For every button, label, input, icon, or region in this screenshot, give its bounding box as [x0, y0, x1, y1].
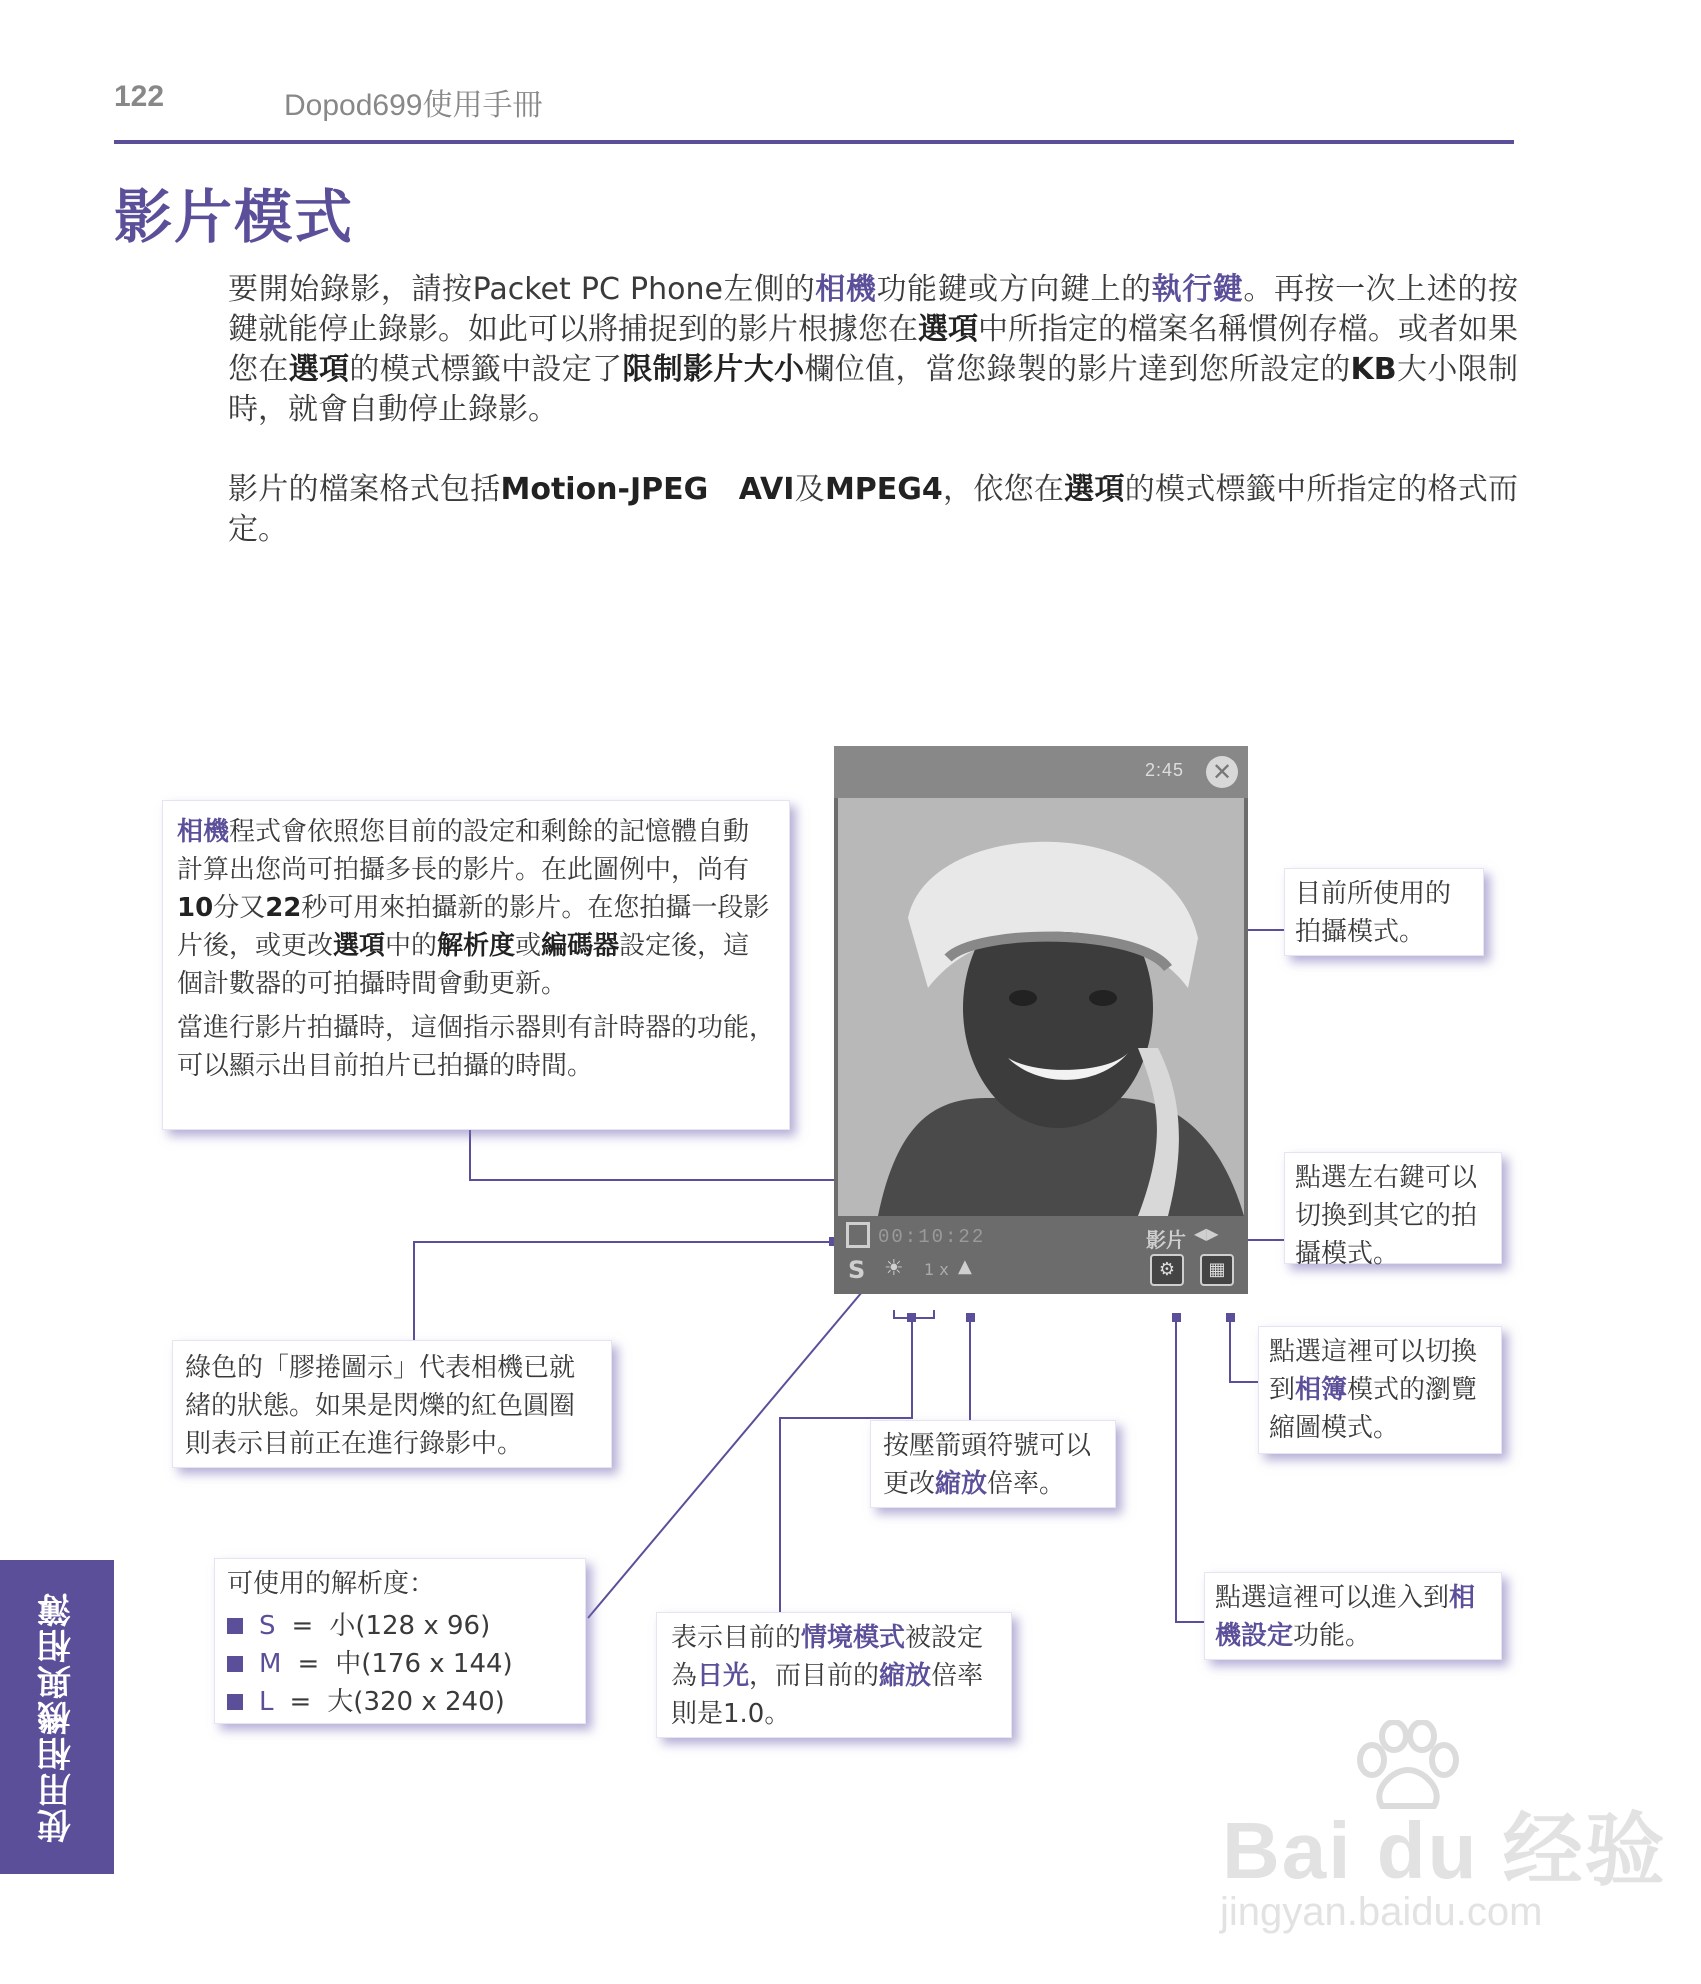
p2-mpeg: MPEG4	[824, 472, 943, 507]
callout-counter-p1	[177, 813, 775, 1003]
resolution-eq-l: =	[289, 1687, 312, 1717]
chapter-side-tab-label: 使用相機與相簿	[37, 1591, 78, 1843]
counter-resolution-term: 解析度	[437, 931, 516, 961]
book-title: Dopod699使用手冊	[284, 89, 543, 122]
album-button[interactable]: ▦	[1200, 1254, 1234, 1286]
recording-timer: 00:10:22	[878, 1226, 986, 1248]
dot-album	[1226, 1313, 1235, 1322]
callout-album	[1258, 1326, 1502, 1454]
counter-text-2: 分又	[213, 893, 266, 923]
scene-mode-icon: ▲	[958, 1256, 972, 1277]
p1-text-2: 功能鍵或方向鍵上的	[876, 272, 1152, 307]
p1-kb-term: KB	[1350, 352, 1397, 387]
resolution-value-l: 大(320 x 240)	[327, 1687, 505, 1717]
resolution-value-m: 中(176 x 144)	[335, 1649, 513, 1679]
album-text-2: 模式的瀏覽縮圖模式。	[1269, 1375, 1478, 1443]
athlete-portrait-image	[838, 798, 1244, 1216]
scene-zoom-term: 縮放	[879, 1661, 932, 1691]
bullet-square-icon	[227, 1618, 243, 1634]
resolution-eq-s: =	[291, 1611, 314, 1641]
scene-text-3: ，而目前的	[749, 1661, 880, 1691]
p1-text-1: 要開始錄影，請按Packet PC Phone左側的	[228, 272, 816, 307]
counter-text-3: 秒可用來拍攝新的影片。在您拍攝一段影片後，或更改	[177, 893, 770, 961]
settings-text-2: 功能。	[1293, 1621, 1372, 1651]
callout-scene	[656, 1612, 1012, 1738]
settings-text-1: 點選這裡可以進入到	[1215, 1583, 1450, 1613]
counter-camera-term: 相機	[177, 817, 230, 847]
resolution-letter-m: M	[259, 1649, 282, 1679]
callout-settings	[1204, 1572, 1502, 1660]
album-term: 相簿	[1295, 1375, 1348, 1405]
resolution-title: 可使用的解析度：	[227, 1569, 436, 1599]
scene-text-2: 被設定為	[671, 1623, 984, 1691]
counter-minutes: 10	[177, 893, 214, 923]
p1-limit-term: 限制影片大小	[622, 352, 805, 387]
daylight-term: 日光	[697, 1661, 750, 1691]
phone-screen	[834, 746, 1248, 1294]
p2-text-4: 的模式標籤中所指定的格式而定。	[228, 472, 1519, 547]
resolution-item-s	[227, 1607, 573, 1645]
dot-settings	[1172, 1313, 1181, 1322]
p1-text-4: 中所指定的檔案名稱慣例存檔。或者如果您在	[228, 312, 1518, 387]
p1-options-term-2: 選項	[288, 352, 350, 387]
resolution-item-m	[227, 1645, 573, 1683]
p2-options-term: 選項	[1064, 472, 1125, 507]
clock: 2:45	[1144, 760, 1184, 780]
p1-exec-key-term: 執行鍵	[1151, 272, 1244, 307]
album-text-1: 點選這裡可以切換到	[1269, 1337, 1478, 1405]
p1-text-3: 。再按一次上述的按鍵就能停止錄影。如此可以將捕捉到的影片根據您在	[228, 272, 1518, 347]
counter-text-6: 設定後，這個計數器的可拍攝時間會動更新。	[177, 931, 750, 999]
scene-term: 情境模式	[801, 1623, 906, 1653]
zoom-text-2: 倍率。	[987, 1469, 1066, 1499]
callout-resolution	[214, 1558, 586, 1724]
watermark-url: jingyan.baidu.com	[1220, 1890, 1543, 1934]
settings-term: 相機設定	[1215, 1583, 1476, 1651]
p2-text-1: 影片的檔案格式包括	[228, 472, 501, 507]
p2-formats: Motion-JPEG AVI	[500, 472, 795, 507]
watermark-logo-text: Bai du 经验	[1222, 1806, 1667, 1895]
zoom-text-1: 按壓箭頭符號可以更改	[883, 1431, 1092, 1499]
close-button[interactable]: ✕	[1206, 756, 1238, 788]
dot-scene	[907, 1313, 916, 1322]
resolution-eq-m: =	[297, 1649, 320, 1679]
screen-title-bar	[834, 746, 1248, 798]
resolution-indicator: S	[848, 1256, 866, 1284]
camera-status-bar	[834, 1216, 1248, 1294]
p1-options-term-1: 選項	[918, 312, 978, 347]
callout-counter	[162, 800, 790, 1130]
bullet-square-icon	[227, 1694, 243, 1710]
resolution-item-l	[227, 1683, 573, 1721]
line-film	[414, 1242, 834, 1348]
counter-text-1: 程式會依照您目前的設定和剩餘的記憶體自動計算出您尚可拍攝多長的影片。在此圖例中，尚有	[177, 817, 750, 885]
counter-text-5: 或	[515, 931, 542, 961]
p1-text-6: 欄位值，當您錄製的影片達到您所設定的	[804, 352, 1351, 387]
p1-text-7: 大小限制時，就會自動停止錄影。	[228, 352, 1519, 427]
counter-seconds: 22	[265, 893, 302, 923]
p2-text-3: ，依您在	[942, 472, 1065, 507]
camera-settings-button[interactable]: ⚙	[1150, 1254, 1184, 1286]
scene-text-1: 表示目前的	[671, 1623, 802, 1653]
callout-film-icon: 綠色的「膠捲圖示」代表相機已就緒的狀態。如果是閃爍的紅色圓圈則表示目前正在進行錄影中。	[172, 1340, 612, 1468]
resolution-letter-l: L	[259, 1687, 274, 1717]
callout-current-mode: 目前所使用的拍攝模式。	[1284, 868, 1484, 956]
p2-text-2: 及	[794, 472, 825, 507]
resolution-value-s: 小(128 x 96)	[329, 1611, 491, 1641]
resolution-letter-s: S	[259, 1611, 276, 1641]
p1-camera-term: 相機	[815, 272, 877, 307]
scene-text-4: 倍率則是1.0。	[671, 1661, 984, 1729]
bullet-square-icon	[227, 1656, 243, 1672]
dot-zoom	[966, 1313, 975, 1322]
callout-zoom	[870, 1420, 1116, 1508]
counter-options-term: 選項	[333, 931, 386, 961]
resolution-list	[227, 1607, 573, 1721]
callout-counter-p2: 當進行影片拍攝時，這個指示器則有計時器的功能，可以顯示出目前拍片已拍攝的時間。	[177, 1013, 776, 1081]
p1-text-5: 的模式標籤中設定了	[349, 352, 623, 387]
mode-switch-arrows-icon[interactable]: ◀▶	[1194, 1224, 1219, 1243]
counter-text-4: 中的	[385, 931, 438, 961]
counter-encoder-term: 編碼器	[541, 931, 620, 961]
camera-preview-photo	[838, 798, 1244, 1216]
capture-mode-label: 影片	[1146, 1228, 1186, 1252]
callout-switch-mode: 點選左右鍵可以切換到其它的拍攝模式。	[1284, 1152, 1502, 1264]
line-resolution	[588, 1292, 862, 1618]
film-roll-icon	[846, 1222, 870, 1248]
page-number: 122	[114, 80, 165, 113]
chapter-side-tab	[0, 1560, 114, 1874]
daylight-sun-icon: ☀	[884, 1256, 904, 1281]
section-title: 影片模式	[114, 183, 355, 251]
zoom-term: 縮放	[935, 1469, 988, 1499]
zoom-indicator[interactable]: 1 x	[924, 1260, 949, 1279]
